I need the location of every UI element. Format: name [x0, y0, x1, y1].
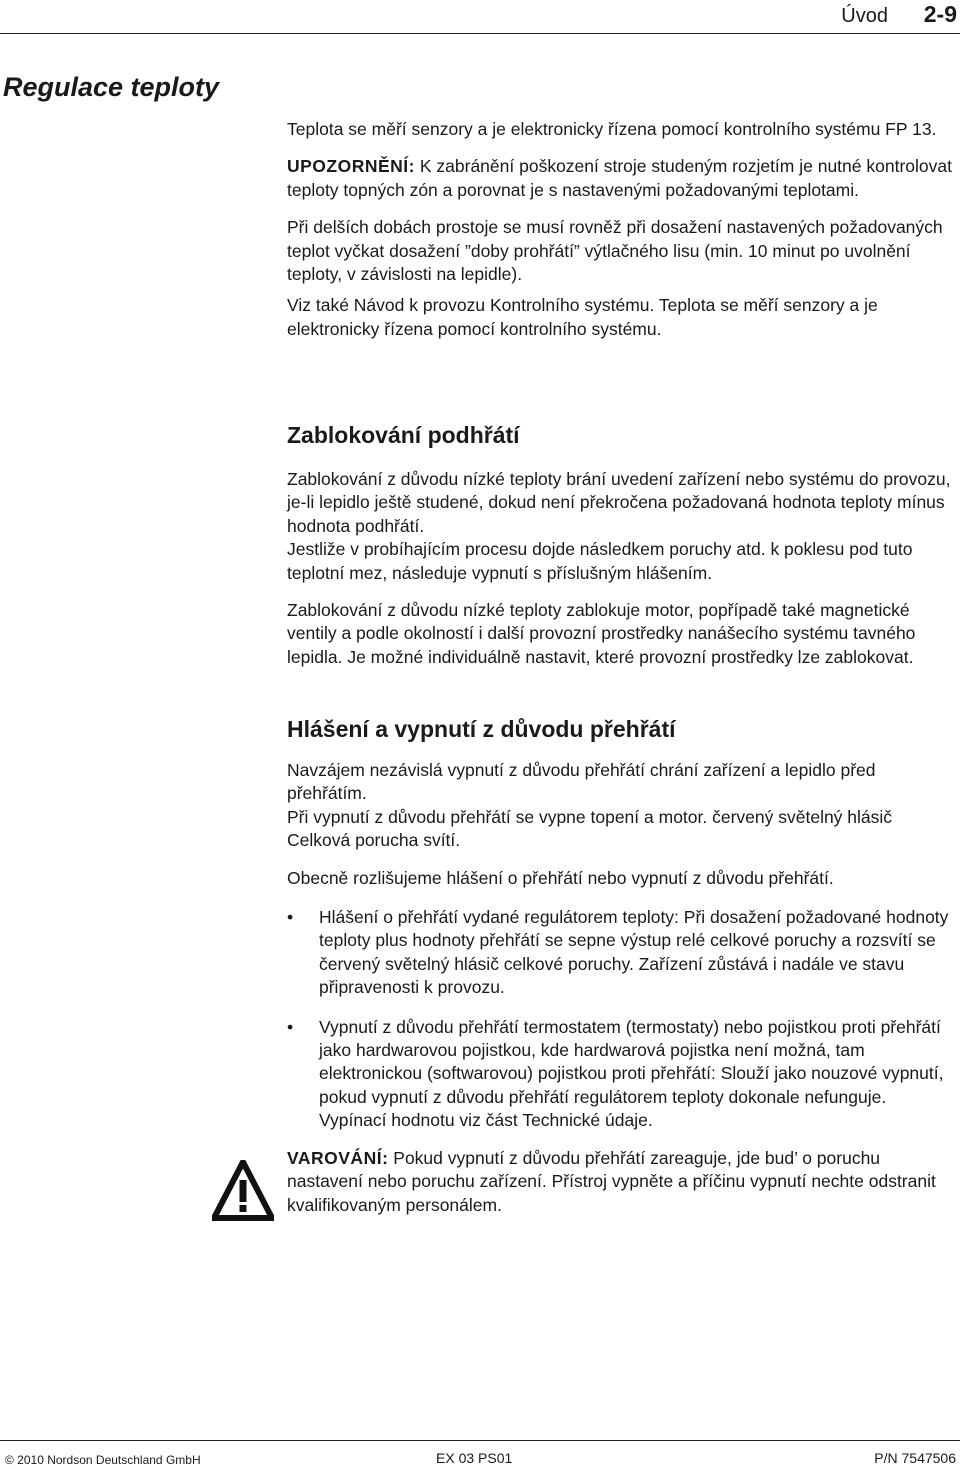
footer-copyright: © 2010 Nordson Deutschland GmbH: [5, 1453, 201, 1467]
intro-paragraph-2: Při delších dobách prostoje se musí rovněž při dosažení nastavených požadovaných teplot vyčkat dosažení ”doby prohřátí” výtlačného lisu (min. 10 minut po uvolnění teploty, v závislosti na lepidle).: [287, 217, 943, 285]
warning-text: Pokud vypnutí z důvodu přehřátí zareaguje, jde bud’ o poruchu nastavení nebo poruchu zařízení. Přístroj vypněte a příčinu vypnutí nechte odstranit kvalifikovaným personálem.: [287, 1147, 936, 1215]
intro-paragraph-3: Viz také Návod k provozu Kontrolního systému. Teplota se měří senzory a je elektronicky řízena pomocí kontrolního systému.: [287, 295, 878, 339]
section-heading-underheat: Zablokování podhřátí: [287, 422, 520, 448]
underheat-paragraph-1a: Zablokování z důvodu nízké teploty brání uvedení zařízení nebo systému do provozu, je-li lepidlo ještě studené, dokud není překročena požadovaná hodnota teploty mínus hodnota podhřátí.: [287, 469, 951, 536]
caution-note: [287, 155, 955, 202]
section-underheat-lock: [287, 421, 955, 669]
page-title: Regulace teploty: [3, 72, 220, 102]
caution-label: UPOZORNĚNÍ:: [287, 156, 415, 177]
footer-part-number: P/N 7547506: [874, 1450, 956, 1466]
section-overheat: [287, 715, 955, 1217]
underheat-paragraph-2: Zablokování z důvodu nízké teploty zablokuje motor, popřípadě také magnetické ventily a podle okolností i další provozní prostředky nanášecího systému tavného lepidla. Je možné individuálně nastavit, které provozní prostředky lze zablokovat.: [287, 600, 916, 667]
intro-paragraph-1: Teplota se měří senzory a je elektronicky řízena pomocí kontrolního systému FP 13.: [287, 119, 937, 139]
bullet-icon: •: [287, 907, 294, 928]
warning-triangle-icon: [212, 1160, 274, 1222]
bullet-text: Hlášení o přehřátí vydané regulátorem teploty: Při dosažení požadované hodnoty teploty plus hodnoty přehřátí se sepne výstup relé celkové poruchy a rozsvítí se červený světelný hlásič celkové poruchy. Zařízení zůstává i nadále ve stavu připravenosti k provozu.: [319, 907, 949, 998]
overheat-paragraph-1b: Při vypnutí z důvodu přehřátí se vypne topení a motor. červený světelný hlásič Celková porucha svítí.: [287, 806, 893, 851]
overheat-bullet-list: [287, 906, 955, 1133]
header-divider: [0, 33, 960, 34]
bullet-icon: •: [287, 1016, 294, 1037]
header-page-number: 2-9: [923, 1, 957, 27]
bullet-text: Vypnutí z důvodu přehřátí termostatem (termostaty) nebo pojistkou proti přehřátí jako hardwarovou pojistkou, kde hardwarová pojistka není možná, tam elektronickou (softwarovou) pojistkou proti přehřátí: Slouží jako nouzové vypnutí, pokud vypnutí z důvodu přehřátí regulátorem teploty dokonale nefunguje. Vypínací hodnotu viz část Technické údaje.: [319, 1016, 944, 1131]
list-item: [287, 906, 955, 1000]
list-item: [287, 1016, 955, 1133]
header-section-name: Úvod: [841, 5, 888, 27]
footer-document-id: EX 03 PS01: [436, 1450, 513, 1466]
underheat-paragraph-1b: Jestliže v probíhajícím procesu dojde následkem poruchy atd. k poklesu pod tuto teplotní mez, následuje vypnutí s příslušným hlášením.: [287, 539, 913, 583]
warning-label: VAROVÁNÍ:: [287, 1147, 389, 1168]
intro-block: [287, 118, 955, 341]
overheat-paragraph-2: Obecně rozlišujeme hlášení o přehřátí nebo vypnutí z důvodu přehřátí.: [287, 867, 834, 888]
overheat-paragraph-1a: Navzájem nezávislá vypnutí z důvodu přehřátí chrání zařízení a lepidlo před přehřátím.: [287, 760, 876, 804]
section-heading-overheat: Hlášení a vypnutí z důvodu přehřátí: [287, 716, 676, 742]
warning-note: [287, 1147, 955, 1217]
caution-text: K zabránění poškození stroje studeným rozjetím je nutné kontrolovat teploty topných zón a porovnat je s nastavenými požadovanými teplotami.: [287, 156, 952, 200]
footer-divider: [0, 1440, 960, 1441]
